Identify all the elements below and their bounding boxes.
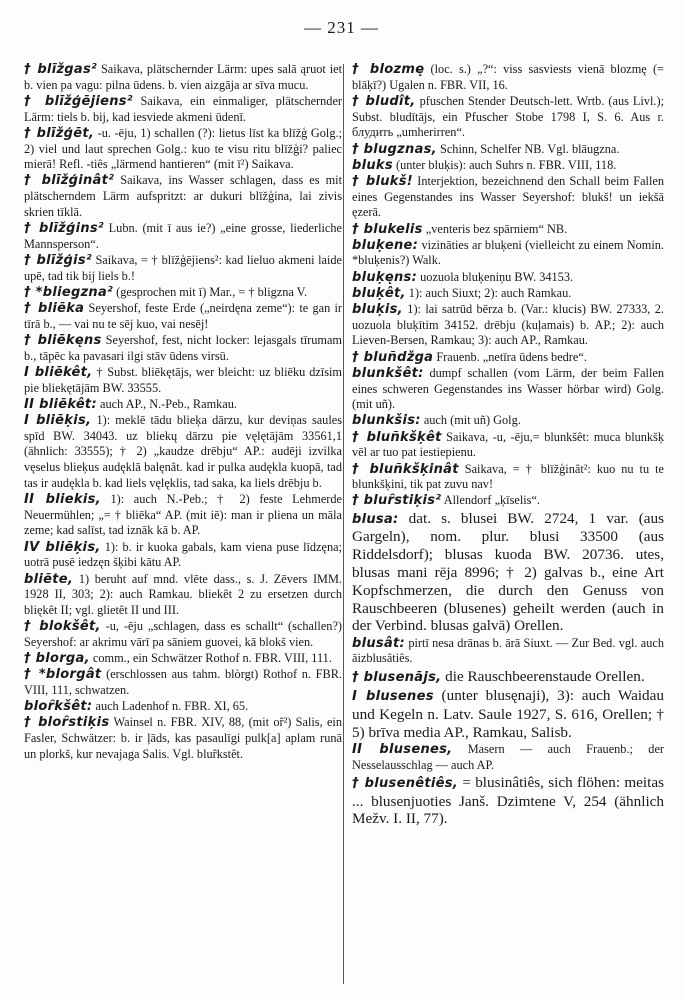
dictionary-entry — [352, 668, 664, 687]
entry-headword: II bliēkêt: — [24, 396, 97, 412]
entry-headword: † blusenājs, — [352, 669, 442, 685]
dictionary-entry — [352, 302, 664, 349]
entry-text: (unter bluķis): auch Suhrs n. FBR. VIII, 118. — [392, 157, 617, 172]
entry-headword: † bludît, — [352, 93, 416, 109]
dictionary-entry — [352, 687, 664, 741]
dictionary-entry — [24, 221, 342, 252]
dictionary-entry — [352, 350, 664, 366]
entry-text: auch Ladenhof n. FBR. XI, 65. — [92, 699, 249, 714]
entry-text: die Rauschbeerenstaude Orellen. — [441, 667, 645, 685]
dictionary-entry — [24, 619, 342, 650]
dictionary-entry — [24, 667, 342, 698]
entry-text: Masern — auch Frauenb.; der Nesselausschlag — auch AP. — [352, 741, 664, 772]
dictionary-entry — [352, 238, 664, 269]
dictionary-entry — [24, 94, 342, 125]
dictionary-entry — [352, 462, 664, 493]
entry-text: Saikava, = † blīžģinât²: kuo nu tu te blunkšķini, tik pat zuvu nav! — [352, 461, 664, 492]
dictionary-entry — [24, 651, 342, 667]
dictionary-entry — [24, 540, 342, 571]
entry-headword: † bluñkšķinât — [352, 461, 459, 477]
entry-headword: II bliekis, — [24, 491, 101, 507]
entry-text: 1): auch N.-Peb.; † 2) feste Lehmerde Neuermühlen; „= † bliēka“ AP. (mit iē): man ir pliena un māla zeme; kad salīst, tad iznāk kā b. AP. — [24, 491, 343, 538]
entry-text: Interjektion, bezeichnend den Schall beim Fallen eines Gegenstandes ins Wasser Seyershof: blukš! un iekšā ęzerā. — [352, 173, 664, 220]
entry-headword: bloȓkšêt: — [24, 699, 93, 715]
entry-text: pfuschen Stender Deutsch-lett. Wrtb. (aus Livl.); Subst. bludītājs, ein Pfuscher Stobe 1798 I, S. 6. Aus r. блудить „umherirren“. — [352, 93, 664, 140]
dictionary-entry — [352, 158, 664, 174]
dictionary-entry — [24, 301, 342, 332]
dictionary-entry — [24, 173, 342, 220]
dictionary-entry — [24, 715, 342, 762]
dictionary-entry — [352, 222, 664, 238]
entry-headword: † blīžģinât² — [24, 173, 115, 189]
entry-text: (unter blusęnaji), 3): auch Waidau und Kegeln n. Latv. Saule 1927, S. 616, Orellen; † 5) brīva media AP., Ramkau, Salisb. — [352, 686, 664, 741]
entry-headword: † *blorgât — [24, 667, 102, 683]
dictionary-entry — [24, 413, 342, 492]
entry-headword: † bluñdžga — [352, 349, 434, 365]
entry-headword: † blīžģējiens² — [24, 93, 133, 109]
entry-text: Saikava, = † blīžģējiens²: kad lieluo akmeni laide upē, tad tik bij liels b.! — [24, 252, 342, 283]
dictionary-entry — [24, 492, 342, 539]
entry-headword: I bliēķis, — [24, 412, 92, 428]
dictionary-entry — [352, 142, 664, 158]
entry-text: pirtī nesa drānas b. ārā Siuxt. — Zur Bed. vgl. auch āizblusâtiês. — [352, 635, 664, 666]
entry-text: Frauenb. „netīra ūdens bedre“. — [433, 349, 587, 364]
entry-text: 1): meklē tādu blieķa dārzu, kur deviņas saules spīd BW. 34043. uz bliekų dārzu pie vęlętājām 33561,1 (ähnlich: 33555); † 2) „kaudze drēbju“ AP.: audēji izvilka vęselus blieķus audęklā balęnât. kad ir pulka audękla kuopā, tad tas ir audękla b. kad liels vęlęklis, tad saka, ka liels drēbju b. — [24, 412, 342, 490]
entry-text: 1): auch Siuxt; 2): auch Ramkau. — [405, 285, 572, 300]
entry-headword: † blusenêtiês, — [352, 775, 459, 791]
dictionary-entry — [24, 126, 342, 173]
entry-headword: bliēte, — [24, 571, 74, 587]
entry-text: dat. s. blusei BW. 2724, 1 var. (aus Gargeln), nom. plur. blusi 33500 (aus Riddelsdorf); blusas kuoda BW. 20736. utes, blusas mani rēja 8996; † 2) galvas b., eine Art Kopfschmerzen, die durch den Genuss von Rauschbeeren (blusenes) geheilt werden (auch in der Verbind. blusas galvā) Orellen. — [352, 509, 664, 635]
entry-text: Saikava, -u, -ēju,= blunkšêt: muca blunkšķ vēl ar tuo pat iestiepienu. — [352, 429, 664, 460]
entry-text: vizināties ar bluķeni (vielleicht zu einem Nomin. *bluķenis?) Walk. — [352, 237, 664, 268]
dictionary-entry — [352, 774, 664, 828]
dictionary-entry — [352, 742, 664, 773]
entry-headword: † blozmę — [352, 62, 425, 77]
entry-text: uozuola bluķeniņu BW. 34153. — [417, 269, 574, 284]
entry-text: auch AP., N.-Peb., Ramkau. — [96, 396, 237, 411]
entry-text: Lubn. (mit ī aus ie?) „eine grosse, liederliche Mannsperson“. — [24, 221, 342, 251]
entry-headword: † blugznas, — [352, 141, 437, 157]
entry-headword: † blukelis — [352, 221, 423, 237]
entry-text: -u, -ēju „schlagen, dass es schallt“ (schallen?) Seyershof: ar akrimu vārī pa sāniem guovei, kā blokš vien. — [24, 619, 342, 649]
dictionary-entry — [24, 285, 342, 301]
entry-text: Wainsel n. FBR. XIV, 88, (mit oȓ²) Salis, ein Fasler, Schwätzer: b. ir ļāds, kas pasaulīgi pulk[a] aplam runā un plorkš, kur nevajaga Salis. Vgl. bluȓkstêt. — [24, 715, 342, 761]
dictionary-entry — [352, 174, 664, 221]
entry-headword: I blusenes — [352, 688, 434, 704]
entry-headword: bluķęns: — [352, 269, 418, 285]
left-column — [24, 62, 342, 763]
entry-text: Seyershof, feste Erde („neirdęna zeme“): te gan ir tīrā b., — vai nu te sēj kuo, vai nesēj! — [24, 301, 342, 331]
dictionary-entry — [352, 62, 664, 93]
entry-headword: † bluñkšķêt — [352, 429, 442, 445]
entry-headword: blunkšêt: — [352, 365, 424, 381]
entry-headword: † bliēka — [24, 301, 85, 317]
entry-headword: bluķis, — [352, 302, 403, 318]
entry-headword: † bluȓstiķis² — [352, 493, 442, 509]
entry-text: (loc. s.) „?“: viss sasviests vienā blozmę (= blāķī?) Ugalen n. FBR. VII, 16. — [352, 62, 664, 92]
entry-text: 1) beruht auf mnd. vlēte dass., s. J. Zēvers IMM. 1928 II, 303; 2): auch Ramkau. bliekêt 2 zu ersetzen durch bliękêt II; vgl. glietêt II und III. — [24, 571, 342, 617]
dictionary-entry — [24, 333, 342, 364]
entry-headword: † blokšêt, — [24, 619, 101, 635]
entry-text: 1): b. ir kuoka gabals, kam viena puse līdzęna; uotrā pusē iedzęn šķibi kātu AP. — [24, 539, 342, 570]
entry-text: auch (mit uñ) Golg. — [420, 413, 521, 428]
entry-headword: bluks — [352, 157, 393, 173]
dictionary-entry — [352, 270, 664, 286]
entry-headword: I bliēkêt, — [24, 364, 93, 380]
entry-headword: † bliēkęns — [24, 332, 102, 348]
dictionary-entry — [24, 397, 342, 413]
entry-text: „venteris bez spārniem“ NB. — [422, 221, 568, 236]
entry-text: -u. -ēju, 1) schallen (?): lietus līst ka blīžģ Golg.; 2) viel und laut sprechen Golg.: kuo te visu ritu blīžģi? paliec mierā! Refl. -tiês „lärmend hantieren“ (mit ī²) Saikava. — [24, 125, 342, 172]
column-divider — [343, 64, 344, 984]
entry-headword: † blīžģis² — [24, 252, 92, 268]
entry-headword: † blīžgas² — [24, 62, 98, 77]
entry-headword: † *bliegzna² — [24, 284, 114, 300]
dictionary-entry — [24, 699, 342, 715]
dictionary-entry — [352, 430, 664, 461]
entry-text: = blusinâtiês, sich flöhen: meitas ... blusenjuoties Janš. Dzimtene V, 254 (ähnlich Mežv. I. II, 77). — [352, 773, 664, 828]
entry-text: Saikava, plätschernder Lärm: upes salā ąruot iet b. vien pa vagu: pilna ūdens. b. vien aizgāja ar sīva mucu. — [24, 62, 343, 92]
entry-headword: † blīžģins² — [24, 221, 104, 237]
entry-headword: blusa: — [352, 511, 399, 527]
entry-text: 1): lai satrūd bērza b. (Var.: klucis) BW. 27333, 2. uozuola bluķītim 34152. drēbju (kuļamais) b. AP.; 2): auch Lieven-Bersen, Ramkau; 3): auch AP., Ramkau. — [352, 302, 664, 348]
dictionary-entry — [352, 366, 664, 413]
dictionary-entry — [24, 572, 342, 619]
entry-headword: † blukš! — [352, 173, 414, 189]
entry-text: comm., ein Schwätzer Rothof n. FBR. VIII, 111. — [89, 651, 332, 666]
entry-text: dumpf schallen (vom Lärm, der beim Fallen eines schweren Gegenstandes ins Wasser hörbar wird) Golg. (mit uñ). — [352, 365, 664, 412]
dictionary-entry — [24, 253, 342, 284]
entry-text: (gesprochen mit ī) Mar., = † bligzna V. — [113, 284, 308, 299]
entry-headword: II blusenes, — [352, 741, 453, 757]
dictionary-entry — [352, 94, 664, 141]
entry-headword: † bloȓstiķis — [24, 715, 110, 731]
entry-headword: † blīžģēt, — [24, 125, 95, 141]
dictionary-entry — [352, 413, 664, 429]
entry-text: (erschlossen aus tahm. blòrgt) Rothof n. FBR. VIII, 111, schwatzen. — [24, 667, 342, 697]
dictionary-entry — [24, 365, 342, 396]
entry-headword: blunkšis: — [352, 413, 421, 429]
dictionary-entry — [24, 62, 342, 93]
entry-text: † Subst. bliēkętājs, wer bleicht: uz bliēku dzīsim pie bliekętājām BW. 33555. — [24, 364, 342, 395]
dictionary-entry — [352, 510, 664, 636]
entry-text: Seyershof, fest, nicht locker: lejasgals tīrumam b., tāpēc ka pavasari ilgi stāv ūdens virsū. — [24, 332, 343, 363]
entry-text: Allendorf „ķīselis“. — [441, 493, 540, 508]
entry-headword: blusât: — [352, 635, 406, 651]
dictionary-entry — [352, 286, 664, 302]
entry-text: Schinn, Schelfer NB. Vgl. blāugzna. — [436, 141, 620, 156]
entry-headword: † blorga, — [24, 651, 90, 667]
entry-headword: bluķêt, — [352, 285, 406, 301]
entry-text: Saikava, ein einmaliger, plätschernder Lärm: tiels b. bij, kad iesviede akmeni ūdenī. — [24, 93, 342, 124]
entry-headword: IV bliēķis, — [24, 539, 101, 555]
entry-text: Saikava, ins Wasser schlagen, dass es mit plätscherndem Lärm aufspritzt: ar dukuri blīžģina, lai zivis skrien tīklā. — [24, 173, 343, 219]
right-column — [352, 62, 664, 829]
dictionary-entry — [352, 493, 664, 509]
entry-headword: bluķene: — [352, 237, 419, 253]
page-number: — 231 — — [304, 18, 379, 37]
dictionary-entry — [352, 636, 664, 667]
